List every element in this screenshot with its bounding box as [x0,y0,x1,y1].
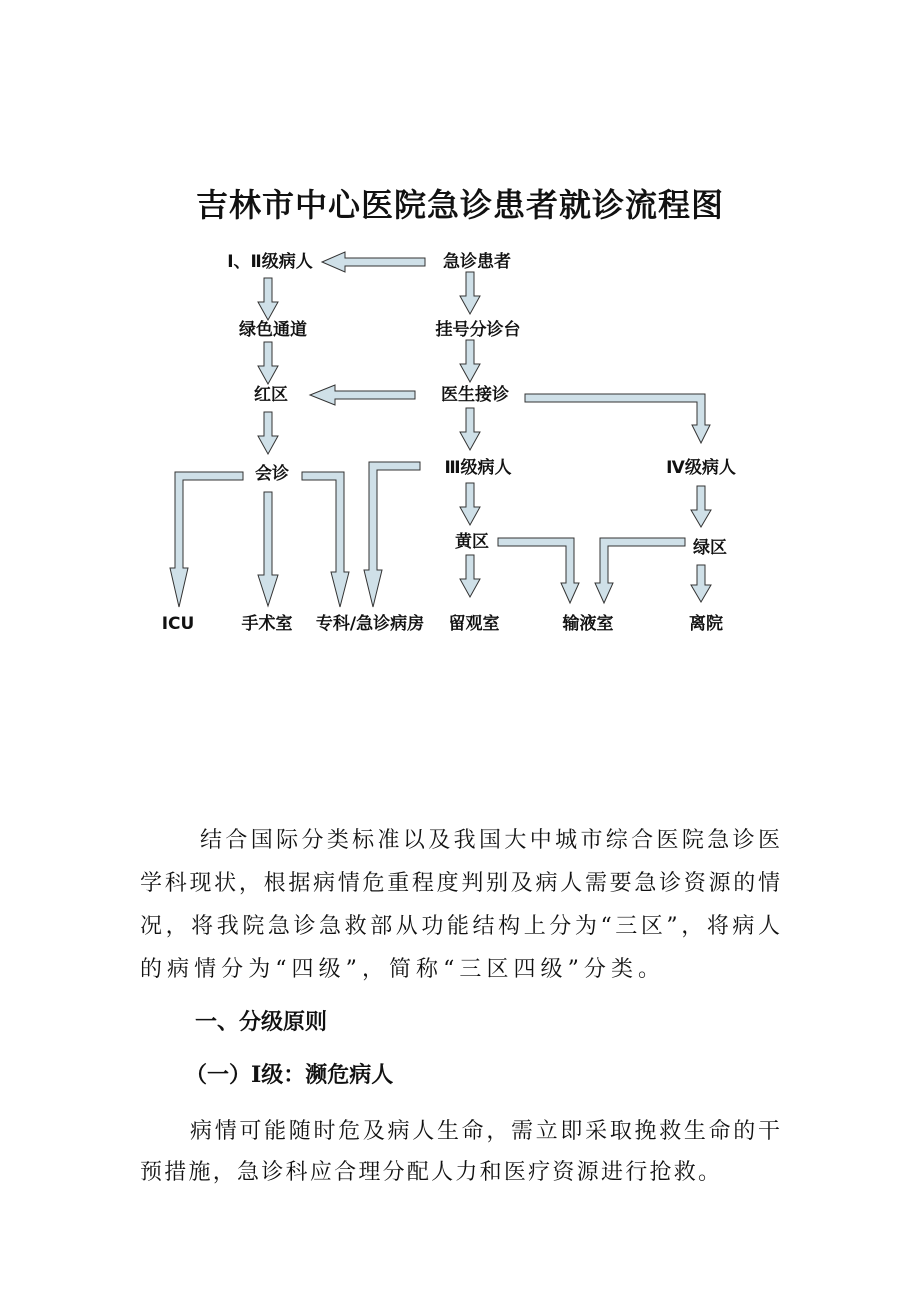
paragraph-line: 况，将我院急诊急救部从功能结构上分为“三区”，将病人 [140,914,780,939]
arrow-consult-to-ward [302,472,349,607]
arrow-level4-to-green [691,486,711,527]
arrow-doctor-to-red [310,385,415,405]
arrow-patient-to-level12 [322,252,425,272]
arrow-green-to-discharge [691,565,711,602]
paragraph-line: 预措施，急诊科应合理分配人力和医疗资源进行抢救。 [140,1160,720,1185]
arrow-triage-to-doctor [460,340,480,382]
paragraph-line: 病情可能随时危及病人生命，需立即采取挽救生命的干 [190,1119,780,1144]
arrow-doctor-to-level3 [460,408,480,450]
node-ward: 专科/急诊病房 [315,614,425,634]
arrow-yellow-to-infusion [498,538,579,603]
page-title: 吉林市中心医院急诊患者就诊流程图 [195,186,724,224]
node-green-channel: 绿色通道 [239,320,307,340]
flow-arrows [170,252,711,607]
node-consult: 会诊 [255,464,289,484]
node-observation: 留观室 [448,614,500,634]
node-doctor: 医生接诊 [441,385,509,405]
arrow-to-ward-2 [364,462,420,607]
paragraph-line: 学科现状，根据病情危重程度判别及病人需要急诊资源的情 [140,871,780,896]
node-yellow-zone: 黄区 [455,532,489,552]
node-green-zone: 绿区 [693,538,727,558]
paragraph-line: 的病情分为“四级”，简称“三区四级”分类。 [140,957,660,982]
arrow-red-to-consult [258,412,278,454]
arrow-green-to-infusion [595,538,685,603]
arrow-level12-to-green-channel [258,278,278,320]
node-level3: Ⅲ级病人 [444,458,512,478]
arrow-doctor-to-level4 [525,394,710,443]
arrow-level3-to-yellow [460,483,480,525]
paragraph-line: 结合国际分类标准以及我国大中城市综合医院急诊医 [200,828,780,853]
node-patient: 急诊患者 [443,252,511,272]
node-icu: ICU [161,614,195,634]
subsection-heading: （一）Ⅰ级：濒危病人 [185,1062,394,1088]
section-heading: 一、分级原则 [195,1009,328,1035]
node-red-zone: 红区 [254,385,288,405]
node-discharge: 离院 [689,614,723,634]
arrow-yellow-to-observation [460,555,480,597]
node-level4: Ⅳ级病人 [666,458,736,478]
arrow-green-channel-to-red [258,342,278,384]
node-triage: 挂号分诊台 [435,320,521,340]
arrow-patient-to-triage [460,272,480,314]
arrow-consult-to-icu [170,472,243,607]
node-level12: Ⅰ、Ⅱ级病人 [227,252,313,272]
node-surgery: 手术室 [241,614,293,634]
arrow-consult-to-surgery [258,492,278,606]
node-infusion: 输液室 [562,614,614,634]
